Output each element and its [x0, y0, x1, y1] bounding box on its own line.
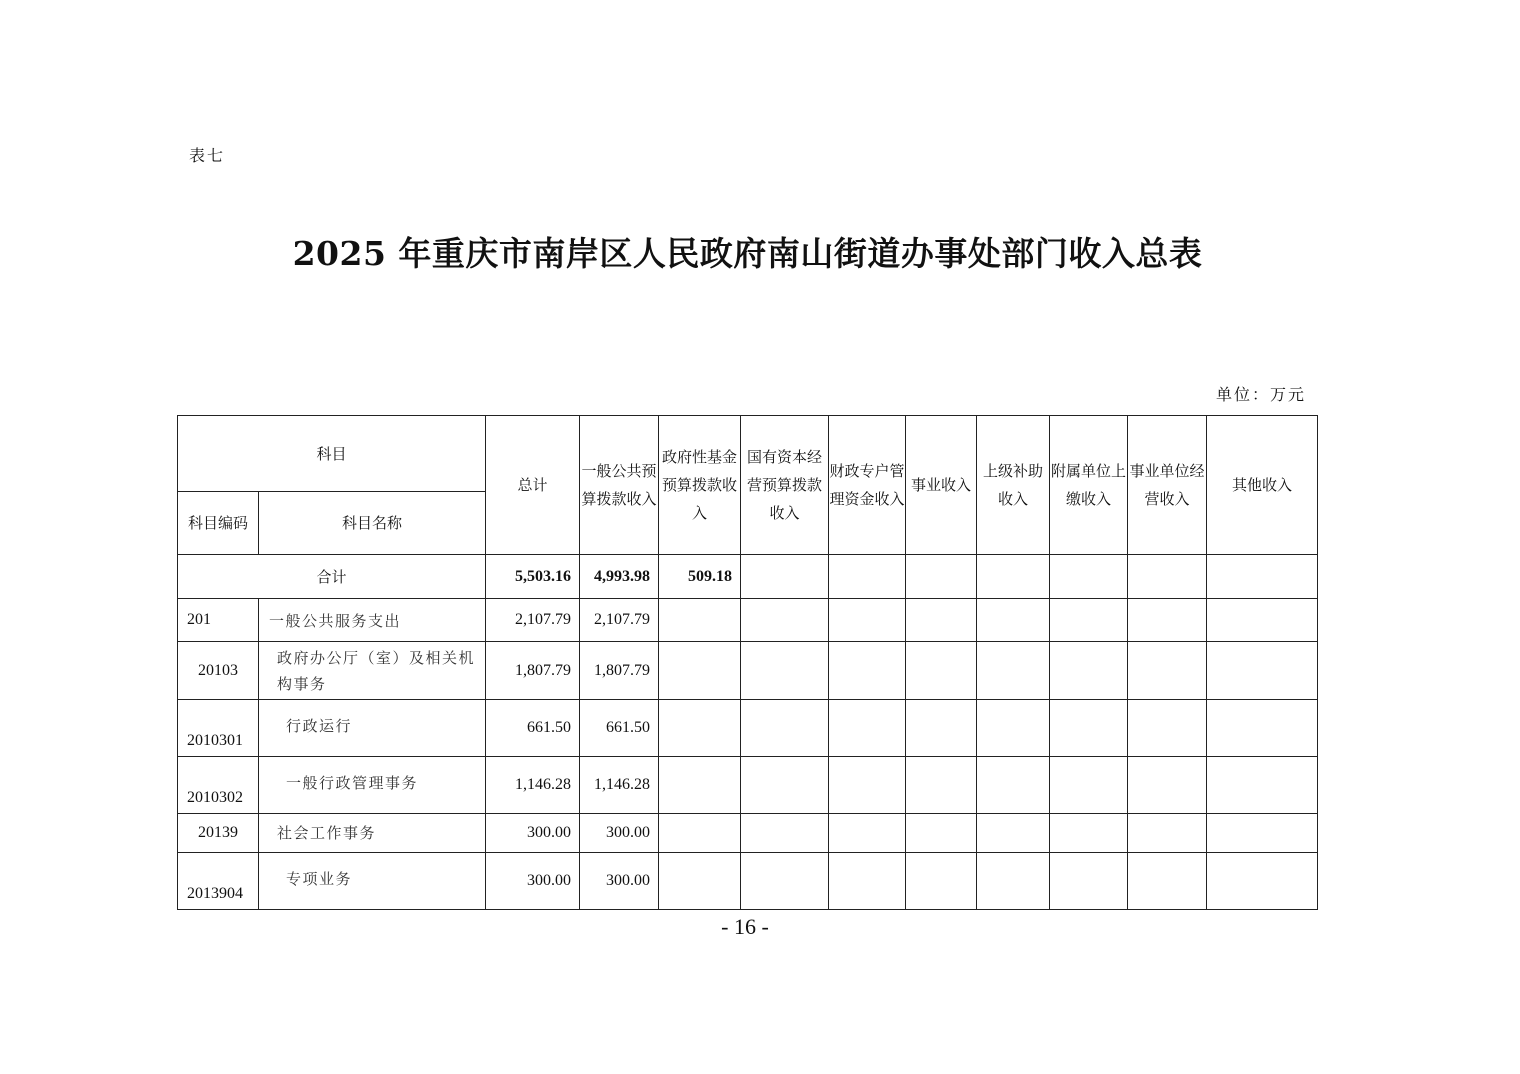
- row-cell: [1128, 599, 1207, 642]
- row-code: 2010302: [178, 757, 259, 814]
- document-title: 2025 年重庆市南岸区人民政府南山街道办事处部门收入总表: [292, 234, 1203, 273]
- row-code: 20103: [178, 642, 259, 700]
- table-row: [178, 814, 1318, 853]
- row-cell: [1207, 814, 1318, 853]
- unit-label: 单位：万元: [1215, 385, 1306, 404]
- row-cell: [829, 599, 906, 642]
- row-cell: [1050, 757, 1128, 814]
- table-number-label: 表七: [189, 146, 226, 165]
- row-cell: [1128, 642, 1207, 700]
- row-cell: [1207, 853, 1318, 910]
- row-cell: [1050, 642, 1128, 700]
- row-cell: [741, 599, 829, 642]
- row-cell: 661.50: [580, 700, 659, 757]
- total-label: 合计: [178, 555, 486, 599]
- row-cell: [1050, 599, 1128, 642]
- row-cell: 300.00: [580, 853, 659, 910]
- row-cell: 1,146.28: [580, 757, 659, 814]
- header-general-budget: 一般公共预算拨款收入: [580, 416, 659, 555]
- row-cell: [906, 642, 977, 700]
- row-name: 专项业务: [259, 853, 486, 910]
- total-cell: [906, 555, 977, 599]
- row-cell: [977, 599, 1050, 642]
- header-other-income: 其他收入: [1207, 416, 1318, 555]
- total-cell: [829, 555, 906, 599]
- row-cell: [829, 757, 906, 814]
- row-cell: [741, 642, 829, 700]
- row-cell: 300.00: [486, 853, 580, 910]
- row-cell: 300.00: [486, 814, 580, 853]
- row-cell: 1,146.28: [486, 757, 580, 814]
- row-cell: [906, 599, 977, 642]
- header-business-income: 事业收入: [906, 416, 977, 555]
- total-row: [178, 555, 1318, 599]
- row-cell: [1207, 599, 1318, 642]
- total-cell: [977, 555, 1050, 599]
- table-row: [178, 757, 1318, 814]
- row-cell: [659, 700, 741, 757]
- row-cell: [906, 853, 977, 910]
- row-name: 一般行政管理事务: [259, 757, 486, 814]
- row-cell: [1207, 757, 1318, 814]
- row-cell: [977, 642, 1050, 700]
- row-cell: [906, 700, 977, 757]
- total-cell: [1050, 555, 1128, 599]
- total-cell: 4,993.98: [580, 555, 659, 599]
- row-cell: [906, 757, 977, 814]
- row-cell: [1050, 700, 1128, 757]
- header-fiscal-account: 财政专户管理资金收入: [829, 416, 906, 555]
- row-cell: [977, 757, 1050, 814]
- header-affiliated-remit: 附属单位上缴收入: [1050, 416, 1128, 555]
- row-cell: 2,107.79: [486, 599, 580, 642]
- row-cell: [1050, 853, 1128, 910]
- row-cell: [741, 814, 829, 853]
- row-code: 2010301: [178, 700, 259, 757]
- row-cell: [659, 642, 741, 700]
- row-cell: [829, 814, 906, 853]
- table-row: [178, 642, 1318, 700]
- total-cell: [1207, 555, 1318, 599]
- row-cell: [977, 700, 1050, 757]
- row-cell: [741, 757, 829, 814]
- total-cell: [1128, 555, 1207, 599]
- row-cell: [1128, 853, 1207, 910]
- row-cell: [829, 853, 906, 910]
- row-cell: 1,807.79: [580, 642, 659, 700]
- row-cell: [1207, 642, 1318, 700]
- row-cell: 2,107.79: [580, 599, 659, 642]
- row-cell: [829, 642, 906, 700]
- header-unit-operating: 事业单位经营收入: [1128, 416, 1207, 555]
- total-cell: [741, 555, 829, 599]
- row-cell: [659, 599, 741, 642]
- row-code: 20139: [178, 814, 259, 853]
- header-superior-subsidy: 上级补助收入: [977, 416, 1050, 555]
- header-subject: 科目: [178, 416, 486, 492]
- table-row: [178, 853, 1318, 910]
- table-row: [178, 599, 1318, 642]
- row-code: 2013904: [178, 853, 259, 910]
- total-cell: 509.18: [659, 555, 741, 599]
- row-cell: [977, 853, 1050, 910]
- header-total: 总计: [486, 416, 580, 555]
- row-name: 社会工作事务: [259, 814, 486, 853]
- header-state-capital: 国有资本经营预算拨款收入: [741, 416, 829, 555]
- row-cell: [1128, 757, 1207, 814]
- header-gov-fund: 政府性基金预算拨款收入: [659, 416, 741, 555]
- income-summary-table: [177, 415, 1318, 910]
- row-cell: [977, 814, 1050, 853]
- row-name: 一般公共服务支出: [259, 599, 486, 642]
- header-subject-name: 科目名称: [259, 492, 486, 555]
- row-cell: [741, 700, 829, 757]
- row-cell: [659, 757, 741, 814]
- row-cell: [659, 814, 741, 853]
- row-name: 行政运行: [259, 700, 486, 757]
- row-cell: [829, 700, 906, 757]
- row-cell: [1050, 814, 1128, 853]
- row-cell: 1,807.79: [486, 642, 580, 700]
- row-cell: 300.00: [580, 814, 659, 853]
- row-cell: 661.50: [486, 700, 580, 757]
- row-cell: [1128, 814, 1207, 853]
- total-cell: 5,503.16: [486, 555, 580, 599]
- row-code: 201: [178, 599, 259, 642]
- header-subject-code: 科目编码: [178, 492, 259, 555]
- row-name: 政府办公厅（室）及相关机构事务: [259, 642, 486, 700]
- row-cell: [906, 814, 977, 853]
- table-row: [178, 700, 1318, 757]
- row-cell: [741, 853, 829, 910]
- row-cell: [659, 853, 741, 910]
- page-number: - 16 -: [721, 914, 769, 939]
- row-cell: [1128, 700, 1207, 757]
- header-row-1: [178, 416, 1318, 492]
- row-cell: [1207, 700, 1318, 757]
